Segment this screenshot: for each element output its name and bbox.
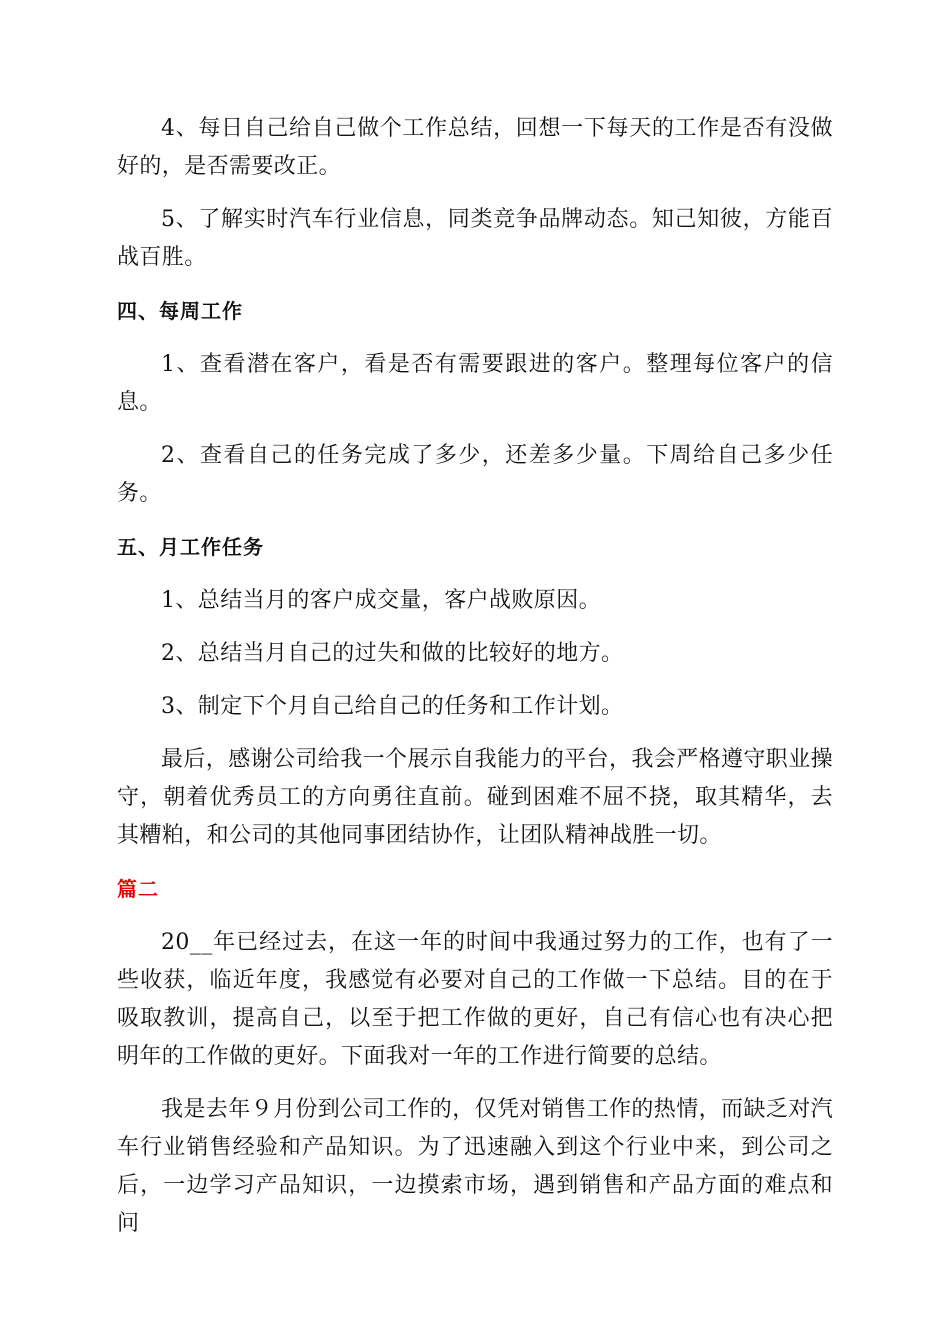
document-body xyxy=(117,110,833,1258)
item-monthly-2: 2、总结当月自己的过失和做的比较好的地方。 xyxy=(161,641,624,666)
part-two-intro: 20__年已经过去，在这一年的时间中我通过努力的工作，也有了一些收获，临近年度，我感觉有必要对自己的工作做一下总结。目的在于吸取教训，提高自己，以至于把工作做的更好，自己有信心也有决心把明年的工作做的更好。下面我对一年的工作进行简要的总结。 xyxy=(117,930,833,1069)
item-weekly-2: 2、查看自己的任务完成了多少，还差多少量。下周给自己多少任务。 xyxy=(117,443,833,506)
item-monthly-1: 1、总结当月的客户成交量，客户战败原因。 xyxy=(161,588,601,613)
heading-part-two: 篇二 xyxy=(117,877,159,901)
item-daily-4: 4、每日自己给自己做个工作总结，回想一下每天的工作是否有没做好的，是否需要改正。 xyxy=(117,116,833,179)
part-two-body: 我是去年９月份到公司工作的，仅凭对销售工作的热情，而缺乏对汽车行业销售经验和产品知识。为了迅速融入到这个行业中来，到公司之后，一边学习产品知识，一边摸索市场，遇到销售和产品方面的难点和问 xyxy=(117,1097,834,1236)
item-daily-5: 5、了解实时汽车行业信息，同类竞争品牌动态。知己知彼，方能百战百胜。 xyxy=(117,207,833,270)
closing-paragraph: 最后，感谢公司给我一个展示自我能力的平台，我会严格遵守职业操守，朝着优秀员工的方向勇往直前。碰到困难不屈不挠，取其精华，去其糟粕，和公司的其他同事团结协作，让团队精神战胜一切。 xyxy=(117,747,834,848)
item-monthly-3: 3、制定下个月自己给自己的任务和工作计划。 xyxy=(161,694,624,719)
heading-monthly-tasks: 五、月工作任务 xyxy=(117,535,264,559)
item-weekly-1: 1、查看潜在客户，看是否有需要跟进的客户。整理每位客户的信息。 xyxy=(117,352,833,415)
heading-weekly-work: 四、每周工作 xyxy=(117,299,243,323)
